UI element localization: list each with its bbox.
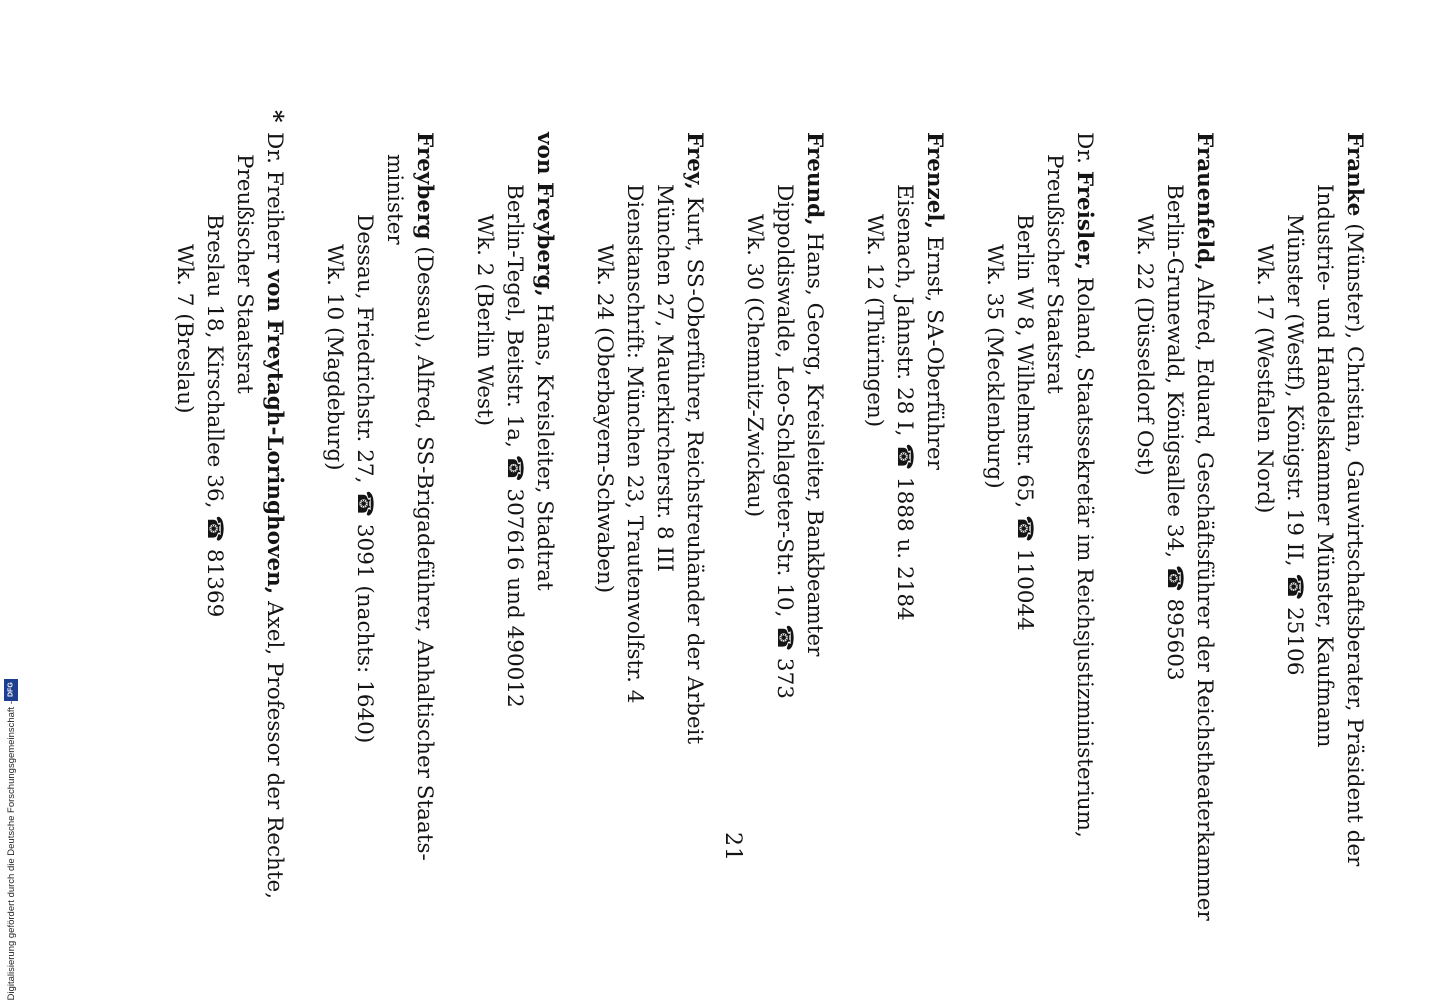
entry-text: Wk. 35 (Mecklenburg) <box>982 244 1007 489</box>
entry-text: Münster (Westf), Königstr. 19 II, ☎ 25106 <box>1282 214 1307 676</box>
entry-line <box>889 132 919 872</box>
entry-line <box>769 132 799 872</box>
entries-list <box>139 110 1369 921</box>
entry-name: Freund, <box>802 132 827 226</box>
entry-text: Hans, Georg, Kreisleiter, Bankbeamter <box>802 225 827 657</box>
entry-line <box>1309 132 1339 872</box>
directory-entry <box>1249 132 1369 872</box>
directory-entry <box>979 132 1099 872</box>
entry-name: Frauenfeld, <box>1192 132 1217 271</box>
entry-line <box>799 132 829 872</box>
entry-line <box>1069 132 1099 872</box>
entry-line <box>919 132 949 872</box>
entry-line <box>679 132 709 872</box>
entry-name: Freyberg <box>412 132 437 240</box>
directory-entry <box>739 132 829 872</box>
footer-text: Digitalisierung gefördert durch die Deutsche Forschungsgemeinschaft - <box>5 700 17 1000</box>
entry-text: Berlin-Grunewald, Königsallee 34, ☎ 895603 <box>1162 184 1187 681</box>
entry-name: von Freyberg, <box>532 132 557 297</box>
entry-text: Wk. 10 (Magdeburg) <box>322 244 347 471</box>
dfg-logo: DFG <box>4 679 18 701</box>
entry-name: Frenzel, <box>922 132 947 230</box>
entry-line <box>229 132 259 872</box>
directory-entry <box>1129 132 1219 921</box>
entry-line <box>529 132 559 872</box>
entry-text: Berlin-Tegel, Beitstr. 1a, ☎ 307616 und 490012 <box>502 184 527 708</box>
entry-line <box>859 132 889 872</box>
entry-line <box>379 132 409 872</box>
entry-text: Wk. 17 (Westfalen Nord) <box>1252 244 1277 514</box>
entry-text: München 27, Mauerkircherstr. 8 III <box>652 184 677 573</box>
entry-text: Wk. 12 (Thüringen) <box>862 214 887 428</box>
entry-prefix: Dr. <box>1072 132 1097 171</box>
entry-text: Wk. 30 (Chemnitz-Zwickau) <box>742 214 767 518</box>
entry-text: Axel, Professor der Rechte, <box>262 594 287 900</box>
entry-line <box>499 132 529 872</box>
entry-text: Industrie- und Handelskammer Münster, Kaufmann <box>1312 184 1337 748</box>
directory-entry <box>859 132 949 872</box>
entry-name: Frey, <box>682 132 707 190</box>
entry-text: Eisenach, Jahnstr. 28 I, ☎ 1888 u. 2184 <box>892 184 917 621</box>
entry-text: Dippoldiswalde, Leo-Schlageter-Str. 10, ☎ 373 <box>772 184 797 699</box>
directory-entry <box>469 132 559 872</box>
entry-name: von Freytagh-Loringhoven, <box>262 269 287 595</box>
entry-name: Franke <box>1342 132 1367 217</box>
entry-text: Wk. 24 (Oberbayern-Schwaben) <box>592 244 617 594</box>
entry-line <box>1279 132 1309 872</box>
directory-entry <box>319 132 439 872</box>
entry-name: Freisler, <box>1072 170 1097 271</box>
entry-text: (Münster), Christian, Gauwirtschaftsberater, Präsident der <box>1342 216 1367 867</box>
entry-line <box>1249 132 1279 872</box>
entry-line <box>169 132 199 872</box>
entry-text: Preußischer Staatsrat <box>232 154 257 394</box>
entry-line <box>1159 132 1189 872</box>
entry-line <box>469 132 499 872</box>
entry-line <box>739 132 769 872</box>
entry-line <box>1039 132 1069 872</box>
entry-text: Kurt, SS-Oberführer, Reichstreuhänder der Arbeit <box>682 189 707 745</box>
entry-line <box>349 132 379 872</box>
directory-entry <box>169 110 289 900</box>
entry-text: Ernst, SA-Oberführer <box>922 229 947 470</box>
entry-line <box>319 132 349 872</box>
entry-text: Breslau 18, Kirschallee 36, ☎ 81369 <box>202 214 227 618</box>
entry-star-marker: * <box>260 110 289 123</box>
entry-line <box>649 132 679 872</box>
entry-text: minister <box>382 154 407 245</box>
directory-entry <box>589 132 709 872</box>
entry-text: Wk. 7 (Breslau) <box>172 244 197 414</box>
entry-text: Hans, Kreisleiter, Stadtrat <box>532 296 557 591</box>
entry-line <box>979 132 1009 872</box>
page-number: 21 <box>720 832 745 862</box>
entry-text: Preußischer Staatsrat <box>1042 154 1067 394</box>
entry-text: Alfred, Eduard, Geschäftsführer der Reichstheaterkammer <box>1192 270 1217 921</box>
entry-line <box>1129 132 1159 872</box>
entry-line <box>409 132 439 872</box>
entry-line <box>1009 132 1039 872</box>
entry-text: Dienstanschrift: München 23, Trautenwolfstr. 4 <box>622 184 647 704</box>
entry-text: (Dessau), Alfred, SS-Brigadeführer, Anhaltischer Staats- <box>412 239 437 861</box>
entry-text: Wk. 22 (Düsseldorf Ost) <box>1132 214 1157 476</box>
entry-prefix: Dr. Freiherr <box>262 132 287 270</box>
entry-line <box>259 132 289 900</box>
entry-text: Berlin W 8, Wilhelmstr. 65, ☎ 110044 <box>1012 214 1037 631</box>
entry-text: Roland, Staatssekretär im Reichsjustizministerium, <box>1072 270 1097 838</box>
entry-line <box>589 132 619 872</box>
entry-text: Dessau, Friedrichstr. 27, ☎ 3091 (nachts: 1640) <box>352 214 377 744</box>
entry-line <box>619 132 649 872</box>
entry-line <box>1339 132 1369 872</box>
entry-text: Wk. 2 (Berlin West) <box>472 214 497 427</box>
entry-line <box>199 132 229 872</box>
digitization-footer <box>0 605 22 1000</box>
entry-line <box>1189 132 1219 921</box>
